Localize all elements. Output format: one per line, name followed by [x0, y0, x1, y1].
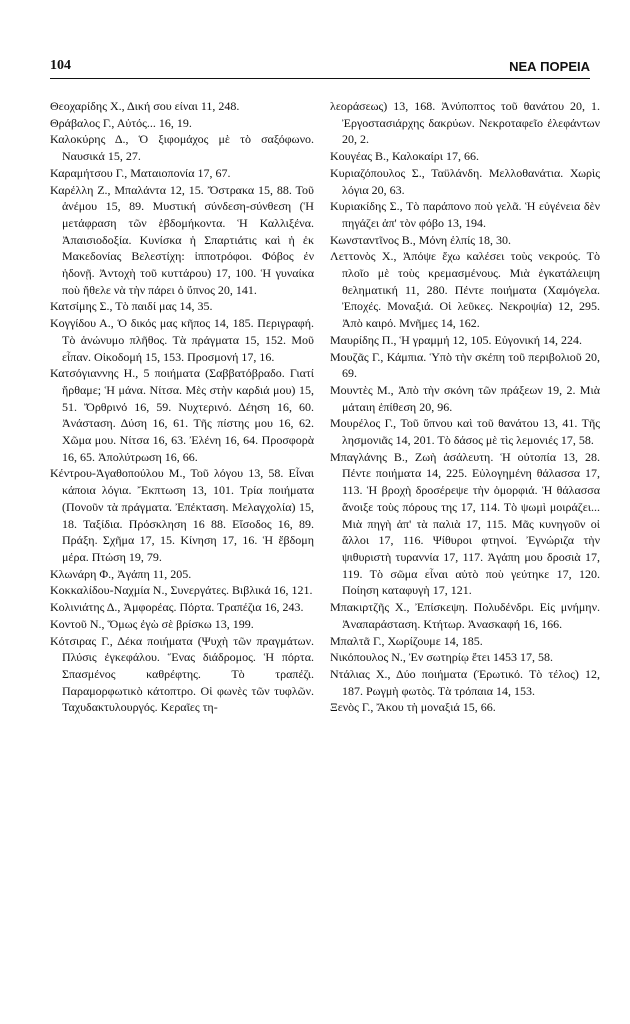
index-entry: Ξενὸς Γ., Ἄκου τὴ μοναξιά 15, 66.	[330, 700, 496, 715]
index-entry: Μουρέλος Γ., Τοῦ ὕπνου καὶ τοῦ θανάτου 13, 41. Τῆς λησμονιᾶς 14, 201. Τὸ δάσος μὲ τὶς λεμονιές 17, 58.	[330, 416, 600, 448]
index-entry: Μπακιρτζῆς Χ., Ἐπίσκεψη. Πολυδένδρι. Εἰς μνήμην. Ἀναπαράσταση. Κτήτωρ. Ἀνασκαφή 16, 166.	[330, 600, 600, 631]
index-entry: Κυριακίδης Σ., Τὸ παράπονο ποὺ γελᾶ. Ἡ εὐγένεια δὲν πηγάζει ἀπ' τὸν φόβο 13, 194.	[330, 199, 600, 230]
index-entry: Μουζᾶς Γ., Κάμπια. Ὑπὸ τὴν σκέπη τοῦ περιβολιοῦ 20, 69.	[330, 349, 600, 381]
index-entry: Καραμήτσου Γ., Ματαιοπονία 17, 67.	[50, 165, 231, 180]
left-column	[50, 98, 314, 716]
index-entry: Κογγίδου Α., Ὁ δικός μας κῆπος 14, 185. Περιγραφή. Τὸ ἀνώνυμο πλῆθος. Τὰ πράγματα 15, 152. Μοῦ εἶπαν. Οἰκοδομή 15, 153. Προσμονή 17, 16.	[50, 316, 314, 364]
index-entry: Κλωνάρη Φ., Ἀγάπη 11, 205.	[50, 566, 192, 581]
index-entry: Θράβαλος Γ., Αὐτός... 16, 19.	[50, 115, 192, 130]
index-entry: Μπαλτᾶ Γ., Χωρίζουμε 14, 185.	[330, 633, 483, 648]
index-entry: Λεττονὸς Χ., Ἀπόψε ἔχω καλέσει τοὺς νεκρούς. Τὸ πλοῖο μὲ τοὺς κρεμασμένους. Μιὰ ἐγκατάλειψη θεληματική 11, 280. Πέντε ποιήματα (Χαμόγελα. Ἐποχές. Μοναξιά. Οἱ λεῦκες. Νεκροψία) 12, 295. Ἀπὸ καιρό. Μνῆμες 14, 162.	[330, 249, 600, 331]
index-entry: Κωνσταντῖνος Β., Μόνη ἐλπίς 18, 30.	[330, 232, 512, 247]
index-entry: Καρέλλη Ζ., Μπαλάντα 12, 15. Ὄστρακα 15, 88. Τοῦ ἀνέμου 15, 89. Μυστική σύνδεση-σύνθεση (Ἡ μετάφραση τῶν ἑβδομήκοντα. Ἡ Καλλιξένα. Ἀπαισιοδοξία. Κυνίσκα ἡ Σπαρτιάτις καὶ ἡ ἐκ Μακεδονίας Βελεστίχη: ἱπποτρόφοι. Φόβος ἐν ἡδονῇ. Ἀντοχὴ τοῦ κυττάρου) 17, 100. Ἡ γυναίκα ποὺ ἤθελε νὰ τὴν πάρει ὁ ὕπνος 20, 141.	[50, 182, 314, 297]
index-entry: λεοράσεως) 13, 168. Ἀνύποπτος τοῦ θανάτου 20, 1. Ἐργοστασιάρχης δακρύων. Νεκροταφεῖο ἐλεφάντων 20, 2.	[330, 99, 600, 147]
journal-title: ΝΕΑ ΠΟΡΕΙΑ	[509, 59, 590, 74]
index-entry: Κατσίμης Σ., Τὸ παιδί μας 14, 35.	[50, 299, 213, 314]
index-entry: Κοκκαλίδου-Ναχμία Ν., Συνεργάτες. Βιβλικά 16, 121.	[50, 583, 313, 598]
index-entry: Μουντὲς Μ., Ἀπὸ τὴν σκόνη τῶν πράξεων 19, 2. Μιὰ μάταιη ἐπίθεση 20, 96.	[330, 382, 600, 414]
index-entry: Καλοκύρης Δ., Ὁ ξιφομάχος μὲ τὸ σαξόφωνο. Ναυσικά 15, 27.	[50, 132, 314, 164]
index-entry: Κότσιρας Γ., Δέκα ποιήματα (Ψυχὴ τῶν πραγμάτων. Πλύσις ἐγκεφάλου. Ἕνας διάδρομος. Ἡ πόρτα. Σπασμένος καθρέφτης. Τὸ τραπέζι. Παραμορφωτικὸ κάτοπτρο. Οἱ φωνὲς τῶν τυφλῶν. Ταχυδακτυλουργός. Κεραῖες τη-	[50, 633, 314, 715]
index-entry: Μπαγλάνης Β., Ζωὴ ἀσάλευτη. Ἡ οὐτοπία 13, 28. Πέντε ποιήματα 14, 225. Εὐλογημένη θάλασσα 17, 113. Ἡ βροχὴ δροσέρεψε τὴν ὀμορφιά. Ἡ θάλασσα ἄνοιξε τοὺς πόρους της 17, 114. Τὸ ψωμὶ μοιράζει... Μιὰ πηγὴ ἀπ' τὰ παλιὰ 17, 115. Μᾶς κυνηγοῦν οἱ ἄλλοι 17, 116. Ψίθυροι φτηνοί. Ἐγνώριζα τὴν ψιθυριστὴ τυραννία 17, 117. Ἀγάπη μου δροσιὰ 17, 119. Τὸ σῶμα εἶναι αὐτὸ ποὺ γεύτηκε 17, 120. Ποίηση καταφυγὴ 17, 121.	[330, 449, 600, 598]
right-column	[330, 98, 600, 716]
index-entry: Νικόπουλος Ν., Ἐν σωτηρίῳ ἔτει 1453 17, 58.	[330, 650, 554, 665]
index-entry: Κυριαζόπουλος Σ., Ταϋλάνδη. Μελλοθανάτια. Χωρὶς λόγια 20, 63.	[330, 165, 600, 197]
index-entry: Ντάλιας Χ., Δύο ποιήματα (Ἐρωτικό. Τὸ τέλος) 12, 187. Ρωγμὴ φωτὸς. Τὰ τρόπαια 14, 153.	[330, 666, 600, 698]
index-entry: Μαυρίδης Π., Ἡ γραμμή 12, 105. Εὐγονική 14, 224.	[330, 332, 583, 347]
page-header	[50, 56, 590, 79]
page-number: 104	[50, 58, 71, 73]
index-entry: Κέντρου-Ἀγαθοπούλου Μ., Τοῦ λόγου 13, 58. Εἶναι κάποια λόγια. Ἔκπτωση 13, 101. Τρία ποιήματα (Πονοῦν τὰ πράγματα. Ἐπέκταση. Μελαγχολία) 15, 18. Ταξίδια. Πρόσκληση 16 88. Εἴσοδος 16, 89. Πράξη. Σχῆμα 17, 15. Κίνηση 17, 16. Ἡ ἕβδομη μέρα. Πτώση 19, 79.	[50, 466, 314, 564]
index-entry: Κατσόγιαννης Η., 5 ποιήματα (Σαββατόβραδο. Γιατί ἤρθαμε; Ἡ μάνα. Νίτσα. Μὲς στὴν καρδιά μου) 15, 51. Ὄρθρινό 16, 59. Νυχτερινό. Δέηση 16, 60. Ἀνάσταση. Δύση 16, 61. Τῆς πίστης μου 16, 62. Χῶμα μου. Νίτσα 16, 63. Ἐλένη 16, 64. Προσφορὰ 16, 65. Ἀπολύτρωση 16, 66.	[50, 366, 314, 464]
index-entry: Κολινιάτης Δ., Ἀμφορέας. Πόρτα. Τραπέζια 16, 243.	[50, 600, 304, 615]
index-entry: Θεοχαρίδης Χ., Δική σου είναι 11, 248.	[50, 99, 240, 113]
index-entry: Κουγέας Β., Καλοκαίρι 17, 66.	[330, 149, 479, 164]
index-entry: Κοντοῦ Ν., Ὅμως ἐγὼ σὲ βρίσκω 13, 199.	[50, 616, 254, 631]
